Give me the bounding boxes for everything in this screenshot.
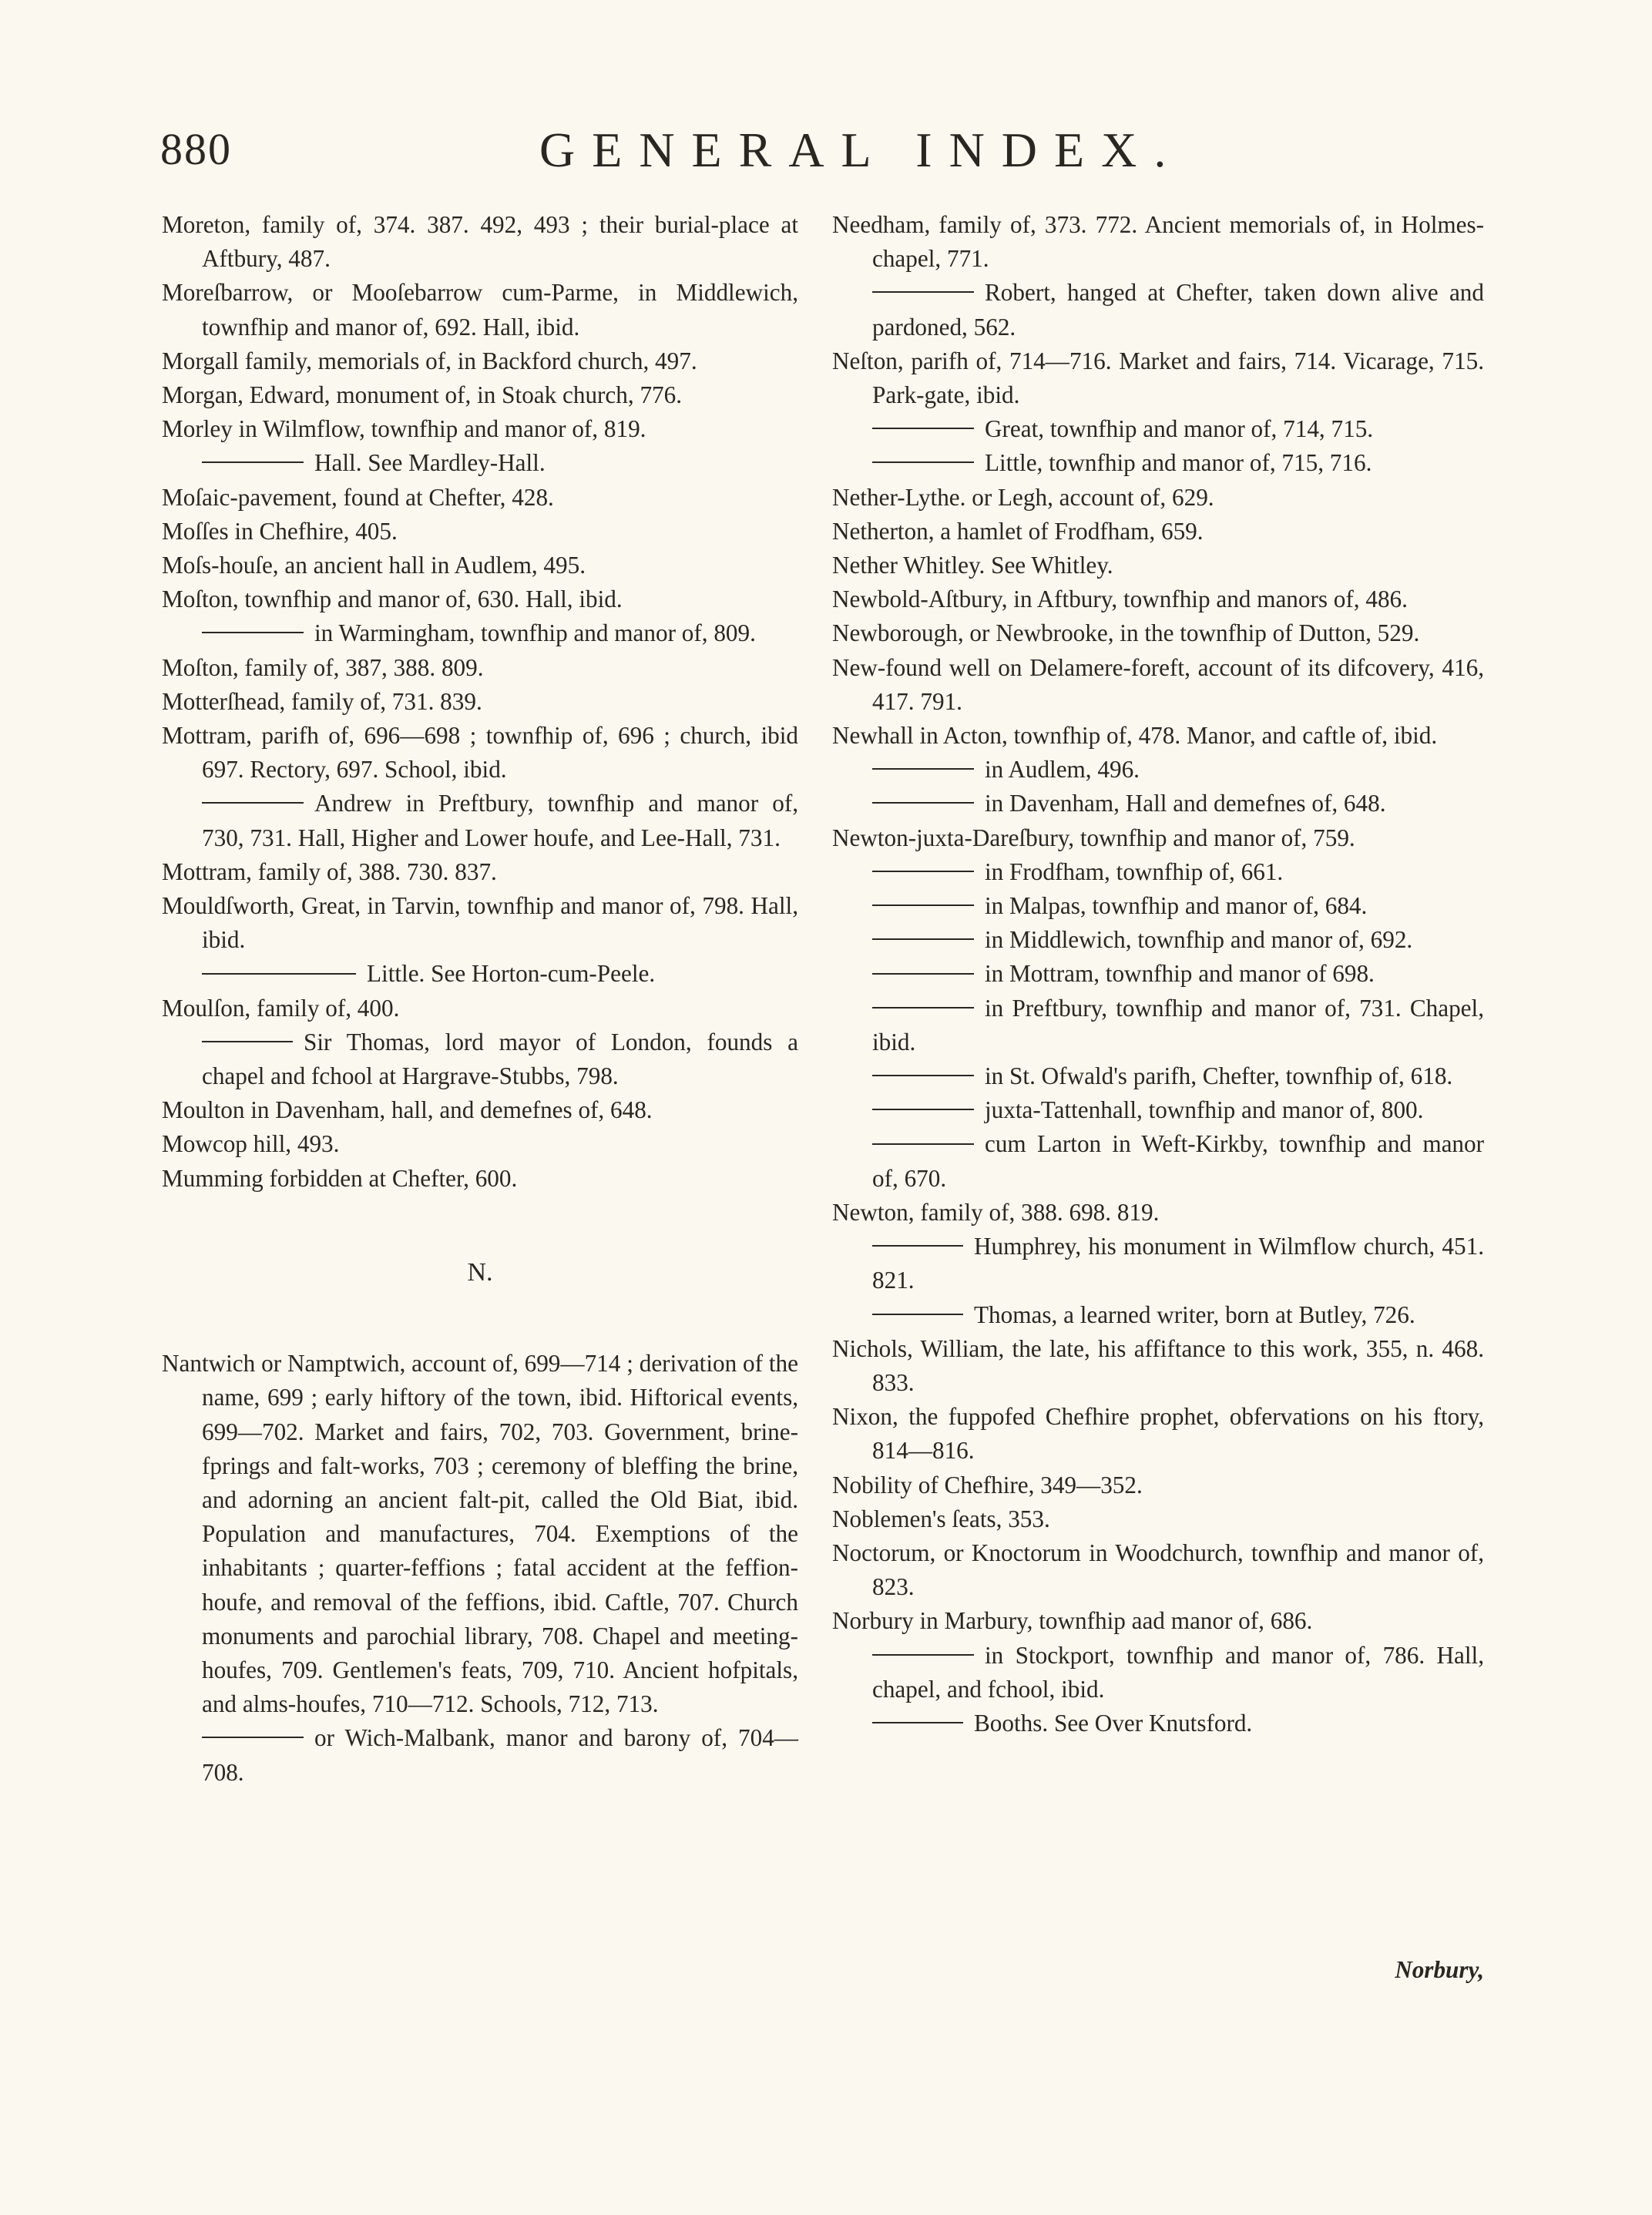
index-entry: Mowcop hill, 493. xyxy=(162,1130,340,1158)
index-entry: Moulſon, family of, 400. xyxy=(162,994,400,1022)
index-entry: New-found well on Delamere-foreft, account of its difcovery, 416, 417. 791. xyxy=(832,653,1484,715)
ditto-dash xyxy=(202,461,304,463)
index-subentry: in Frodfham, townfhip of, 661. xyxy=(832,855,1484,889)
index-subentry: in Davenham, Hall and demefnes of, 648. xyxy=(832,787,1484,821)
ditto-dash xyxy=(872,938,974,940)
index-entry: Moulton in Davenham, hall, and demefnes of, 648. xyxy=(162,1096,653,1124)
index-subentry: Humphrey, his monument in Wilmflow church, 451. 821. xyxy=(872,1233,1484,1294)
ditto-dash xyxy=(202,802,304,804)
index-entry: Netherton, a hamlet of Frodfham, 659. xyxy=(832,517,1204,545)
index-subentry: in Stockport, townfhip and manor of, 786. Hall, chapel, and fchool, ibid. xyxy=(872,1641,1484,1703)
left-column xyxy=(162,208,798,1790)
ditto-dash xyxy=(872,1722,963,1723)
index-entry: Mouldſworth, Great, in Tarvin, townfhip and manor of, 798. Hall, ibid. xyxy=(162,892,798,954)
index-entry: Nobility of Chefhire, 349—352. xyxy=(832,1471,1143,1498)
index-entry: Moreton, family of, 374. 387. 492, 493 ; their burial-place at Aftbury, 487. xyxy=(162,211,798,273)
index-subentry: cum Larton in Weft-Kirkby, townfhip and manor of, 670. xyxy=(872,1130,1484,1192)
ditto-dash xyxy=(872,428,974,429)
ditto-dash xyxy=(872,1007,974,1008)
right-column xyxy=(832,208,1484,1740)
index-entry: Newborough, or Newbrooke, in the townfhip of Dutton, 529. xyxy=(832,619,1420,647)
ditto-dash xyxy=(202,973,356,975)
index-subentry: Robert, hanged at Chefter, taken down alive and pardoned, 562. xyxy=(872,279,1484,341)
index-entry: Moſton, townfhip and manor of, 630. Hall, ibid. xyxy=(162,586,623,613)
index-entry: Noblemen's ſeats, 353. xyxy=(832,1505,1050,1532)
index-entry: Newton, family of, 388. 698. 819. xyxy=(832,1198,1160,1226)
ditto-dash xyxy=(872,871,974,872)
index-subentry: in Mottram, townfhip and manor of 698. xyxy=(832,957,1484,991)
ditto-dash xyxy=(872,768,974,770)
index-entry: Moreſbarrow, or Mooſebarrow cum-Parme, in Middlewich, townfhip and manor of, 692. Hall, ibid. xyxy=(162,279,798,341)
ditto-dash xyxy=(872,1314,963,1315)
index-entry: Neſton, parifh of, 714—716. Market and fairs, 714. Vicarage, 715. Park-gate, ibid. xyxy=(832,347,1484,409)
ditto-dash xyxy=(872,1109,974,1110)
index-subentry: in Audlem, 496. xyxy=(832,753,1484,787)
ditto-dash xyxy=(872,461,974,463)
ditto-dash xyxy=(202,632,304,633)
index-subentry: Andrew in Preftbury, townfhip and manor of, 730, 731. Hall, Higher and Lower houfe, and Lee-Hall, 731. xyxy=(202,790,798,851)
index-entry: Mottram, parifh of, 696—698 ; townfhip of, 696 ; church, ibid 697. Rectory, 697. School, ibid. xyxy=(162,722,798,784)
index-entry: Nether Whitley. See Whitley. xyxy=(832,552,1113,579)
index-subentry: or Wich-Malbank, manor and barony of, 704—708. xyxy=(202,1724,798,1786)
page-number: 880 xyxy=(160,124,232,174)
ditto-dash xyxy=(872,973,974,975)
index-entry: Noctorum, or Knoctorum in Woodchurch, townfhip and manor of, 823. xyxy=(832,1539,1484,1601)
ditto-dash xyxy=(872,904,974,906)
ditto-dash xyxy=(872,1654,974,1656)
index-subentry: in Malpas, townfhip and manor of, 684. xyxy=(832,889,1484,923)
index-entry: Morley in Wilmflow, townfhip and manor of, 819. xyxy=(162,415,646,443)
index-subentry: in St. Ofwald's parifh, Chefter, townfhip of, 618. xyxy=(832,1059,1484,1093)
running-title: GENERAL INDEX. xyxy=(539,122,1184,177)
index-subentry: Little. See Horton-cum-Peele. xyxy=(162,957,798,991)
ditto-dash xyxy=(872,1143,974,1145)
ditto-dash xyxy=(872,1245,963,1247)
index-subentry: Thomas, a learned writer, born at Butley, 726. xyxy=(832,1298,1484,1332)
index-entry: Needham, family of, 373. 772. Ancient memorials of, in Holmes-chapel, 771. xyxy=(832,211,1484,273)
index-entry: Morgan, Edward, monument of, in Stoak church, 776. xyxy=(162,381,683,409)
index-subentry: in Preftbury, townfhip and manor of, 731. Chapel, ibid. xyxy=(872,994,1484,1055)
index-entry: Nether-Lythe. or Legh, account of, 629. xyxy=(832,483,1214,511)
index-subentry: Booths. See Over Knutsford. xyxy=(832,1707,1484,1740)
index-entry: Mottram, family of, 388. 730. 837. xyxy=(162,857,497,885)
ditto-dash xyxy=(872,291,974,293)
index-entry: Nantwich or Namptwich, account of, 699—714 ; derivation of the name, 699 ; early hiftory of the town, ibid. Hiftorical events, 699—702. Market and fairs, 702, 703. Government, brine-fprings and falt-works, 703 ; ceremony of bleffing the brine, and adorning an ancient falt-pit, called the Old Biat, ibid. Population and manufactures, 704. Exemptions of the inhabitants ; quarter-feffions ; fatal accident at the feffion-houfe, and removal of the feffions, ibid. Caftle, 707. Church monuments and parochial library, 708. Chapel and meeting-houfes, 709. Gentlemen's feats, 709, 710. Ancient hofpitals, and alms-houfes, 710—712. Schools, 712, 713. xyxy=(162,1350,798,1718)
index-subentry: Hall. See Mardley-Hall. xyxy=(162,446,798,480)
index-entry: Motterſhead, family of, 731. 839. xyxy=(162,687,482,715)
index-subentry: Little, townfhip and manor of, 715, 716. xyxy=(832,446,1484,480)
index-entry: Mumming forbidden at Chefter, 600. xyxy=(162,1164,518,1192)
index-entry: Newbold-Aſtbury, in Aftbury, townfhip and manors of, 486. xyxy=(832,586,1408,613)
index-subentry: juxta-Tattenhall, townfhip and manor of, 800. xyxy=(832,1093,1484,1127)
index-subentry: Sir Thomas, lord mayor of London, founds a chapel and fchool at Hargrave-Stubbs, 798. xyxy=(202,1028,798,1090)
index-entry: Nixon, the fuppofed Chefhire prophet, obfervations on his ftory, 814—816. xyxy=(832,1403,1484,1465)
index-subentry: Great, townfhip and manor of, 714, 715. xyxy=(832,412,1484,446)
ditto-dash xyxy=(872,1075,974,1076)
index-entry: Moſs-houſe, an ancient hall in Audlem, 495. xyxy=(162,552,586,579)
index-entry: Newton-juxta-Dareſbury, townfhip and manor of, 759. xyxy=(832,824,1355,851)
index-entry: Newhall in Acton, townfhip of, 478. Manor, and caftle of, ibid. xyxy=(832,722,1438,750)
ditto-dash xyxy=(202,1041,293,1042)
index-entry: Nichols, William, the late, his affiftance to this work, 355, n. 468. 833. xyxy=(832,1334,1484,1396)
catchword: Norbury, xyxy=(1395,1956,1484,1983)
index-entry: Norbury in Marbury, townfhip aad manor of, 686. xyxy=(832,1607,1313,1635)
index-entry: Moſton, family of, 387, 388. 809. xyxy=(162,653,484,681)
ditto-dash xyxy=(202,1737,304,1738)
section-letter-n: N. xyxy=(467,1257,493,1287)
index-entry: Moſaic-pavement, found at Chefter, 428. xyxy=(162,483,554,511)
ditto-dash xyxy=(872,802,974,804)
index-subentry: in Middlewich, townfhip and manor of, 692. xyxy=(832,923,1484,957)
index-entry: Morgall family, memorials of, in Backford church, 497. xyxy=(162,347,697,374)
index-entry: Moſſes in Chefhire, 405. xyxy=(162,517,398,545)
index-subentry: in Warmingham, townfhip and manor of, 809. xyxy=(162,616,798,650)
